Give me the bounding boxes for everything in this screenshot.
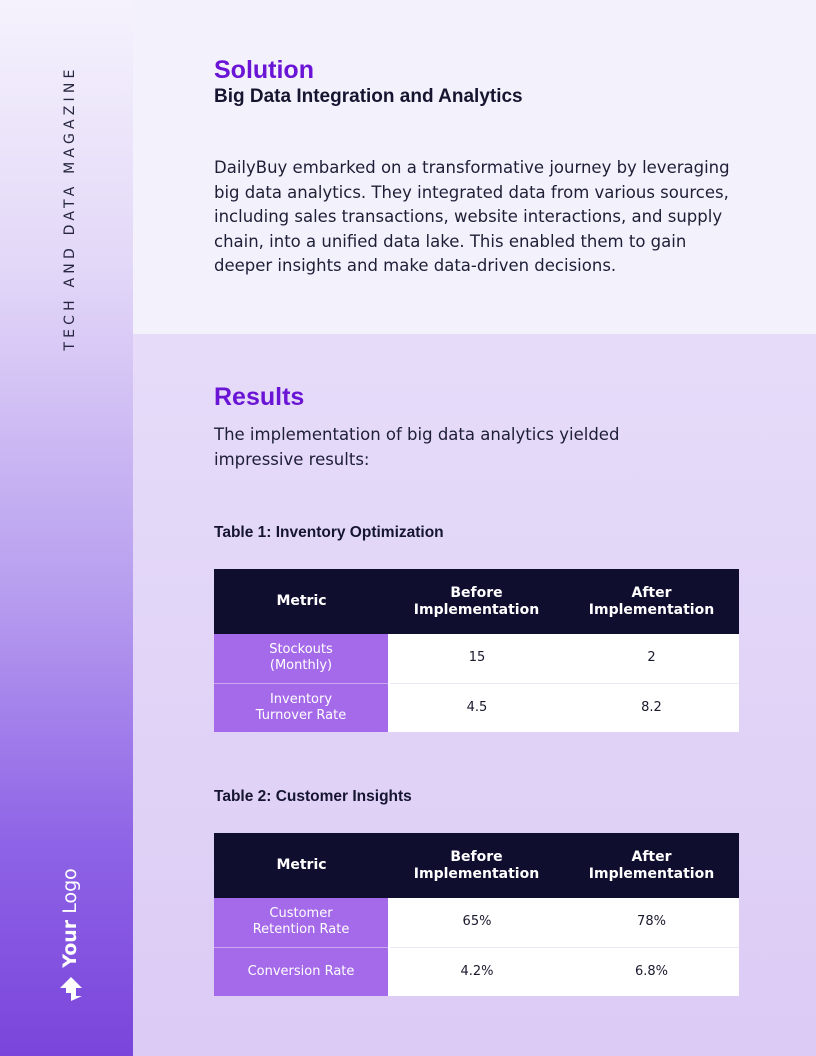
after-cell: 8.2 <box>564 683 739 732</box>
solution-line: big data analytics. They integrated data from various sources, <box>214 182 729 202</box>
table-2-title: Table 2: Customer Insights <box>214 788 412 805</box>
header-after <box>564 569 739 634</box>
sidebar <box>0 0 133 1056</box>
after-cell: 78% <box>564 898 739 947</box>
solution-title: Solution <box>214 56 314 84</box>
logo-text <box>59 868 81 968</box>
results-line: The implementation of big data analytics yielded <box>214 425 620 444</box>
table-header-row <box>214 569 739 634</box>
before-cell: 4.5 <box>389 683 564 732</box>
inventory-table <box>214 569 739 732</box>
solution-line: DailyBuy embarked on a transformative journey by leveraging <box>214 158 730 177</box>
metric-cell: Stockouts (Monthly) <box>214 634 389 683</box>
table-row <box>214 634 739 683</box>
table-1-title: Table 1: Inventory Optimization <box>214 524 444 541</box>
header-after-text: After Implementation <box>588 584 715 618</box>
before-cell: 65% <box>389 898 564 947</box>
solution-line: deeper insights and make data-driven decisions. <box>214 256 617 275</box>
after-cell: 6.8% <box>564 947 739 996</box>
metric-cell: Conversion Rate <box>214 947 389 996</box>
logo <box>50 870 90 1010</box>
header-metric: Metric <box>214 833 389 898</box>
customer-table <box>214 833 739 996</box>
arrow-logo-icon <box>57 974 85 1002</box>
table-row <box>214 683 739 732</box>
table-row <box>214 947 739 996</box>
metric-cell: Customer Retention Rate <box>214 898 389 947</box>
results-title: Results <box>214 383 305 411</box>
header-before <box>389 569 564 634</box>
header-metric: Metric <box>214 569 389 634</box>
logo-text-bold: Your <box>59 919 81 968</box>
results-line: impressive results: <box>214 449 370 469</box>
header-before <box>389 833 564 898</box>
table-row <box>214 898 739 947</box>
solution-line: including sales transactions, website interactions, and supply <box>214 207 723 226</box>
before-cell: 4.2% <box>389 947 564 996</box>
header-after-text: After Implementation <box>588 848 715 882</box>
magazine-name: TECH AND DATA MAGAZINE <box>62 65 78 351</box>
results-paragraph <box>214 423 619 472</box>
logo-text-regular: Logo <box>59 868 81 920</box>
solution-line: chain, into a unified data lake. This enabled them to gain <box>214 231 687 251</box>
metric-cell: Inventory Turnover Rate <box>214 683 389 732</box>
solution-paragraph <box>214 156 730 279</box>
before-cell: 15 <box>389 634 564 683</box>
solution-subtitle: Big Data Integration and Analytics <box>214 86 523 107</box>
table-header-row <box>214 833 739 898</box>
after-cell: 2 <box>564 634 739 683</box>
header-before-text: Before Implementation <box>413 848 540 882</box>
header-after <box>564 833 739 898</box>
header-before-text: Before Implementation <box>413 584 540 618</box>
